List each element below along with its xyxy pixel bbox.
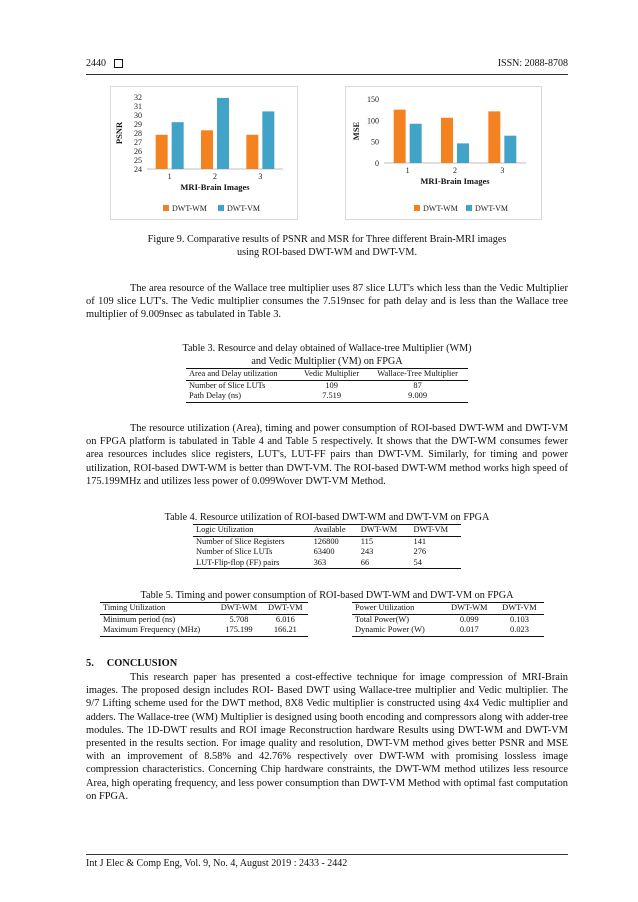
legend-swatch [218,205,224,211]
table5-cell: 0.103 [510,614,529,624]
table4-header: DWT-VM [411,525,461,537]
table3-cell: 109 [325,380,338,390]
bar-dwt-vm [217,98,229,169]
table5-timing-header-row [100,603,308,615]
table-row [100,614,308,625]
table4-cell: 63400 [313,547,335,556]
x-tick-label: 2 [213,172,217,181]
square-box-icon [114,59,123,68]
legend-swatch [414,205,420,211]
table-row [352,625,544,636]
y-axis-label: PSNR [114,121,124,145]
bar-dwt-vm [172,122,184,169]
y-tick-label: 27 [134,138,142,147]
table5-cell: Dynamic Power (W) [352,625,444,636]
table3-header-row [186,369,468,381]
x-tick-label: 3 [500,166,505,175]
x-tick-label: 1 [405,166,410,175]
bar-dwt-wm [394,110,406,163]
header-rule [86,74,568,75]
mse-chart-svg [346,87,541,219]
mse-chart [345,86,542,220]
table3-caption [86,342,568,368]
table3-header: Area and Delay utilization [186,369,296,381]
footer-citation: Int J Elec & Comp Eng, Vol. 9, No. 4, August 2019 : 2433 - 2442 [86,858,348,869]
x-tick-label: 2 [453,166,457,175]
table4-header: DWT-WM [358,525,411,537]
x-tick-label: 3 [258,172,263,181]
table4-caption: Table 4. Resource utilization of ROI-based DWT-WM and DWT-VM on FPGA [164,512,490,523]
table3-header: Wallace-Tree Multiplier [367,369,468,381]
table5-header: DWT-VM [263,603,308,615]
legend-label: DWT-WM [172,204,207,213]
table4-cell: LUT-Flip-flop (FF) pairs [193,558,311,569]
y-tick-label: 31 [134,102,142,111]
table5-cell: 6.016 [275,614,295,624]
table-row [193,547,461,558]
figure-caption-line1: Figure 9. Comparative results of PSNR and MSR for Three different Brain-MRI images [147,234,507,245]
table5-power [352,602,544,637]
table5-power-header-row [352,603,544,615]
legend-swatch [163,205,169,211]
table4-header-row [193,525,461,537]
table3-cell: 7.519 [296,391,367,402]
y-tick-label: 32 [134,93,142,102]
figure-caption [86,233,568,259]
table3-cell: Number of Slice LUTs [189,380,266,390]
y-axis-label: MSE [351,121,361,141]
x-tick-label: 1 [167,172,172,181]
table5-header: Timing Utilization [100,603,215,615]
table3-cell: Path Delay (ns) [186,391,296,402]
bar-dwt-wm [488,111,500,163]
paragraph-resource-utilization: The resource utilization (Area), timing and power consumption of ROI-based DWT-WM and DWT-VM on FPGA platform is tabulated in Table 4 and Table 5 respectively. It shows that the DWT-WM consumes fewer area resources includes slice registers, LUT's, LUT-FF pairs than DWT-VM. Similarly, for timing and power utilization, ROI-based DWT-WM is better than DWT-VM. The ROI-based DWT-WM method works high speed of 175.199MHz and utilizes less power of 0.099Wover DWT-VM Method. [86,423,568,487]
table-row [193,536,461,547]
table4-cell: 243 [360,547,374,556]
issn-label: ISSN: 2088-8708 [497,58,568,69]
bar-dwt-wm [441,118,453,163]
page-number: 2440 [86,58,106,69]
table4-header: Available [311,525,358,537]
table5-cell: Total Power(W) [355,614,410,624]
table5-timing [100,602,308,637]
table-row [193,558,461,569]
bar-dwt-vm [504,136,516,163]
y-tick-label: 0 [375,159,379,168]
footer-rule [86,854,568,855]
table-row [100,625,308,636]
y-tick-label: 50 [371,137,379,147]
table4-cell: 66 [358,558,411,569]
table4-cell: 363 [311,558,358,569]
y-tick-label: 28 [134,129,142,138]
table3-caption-line1: Table 3. Resource and delay obtained of Wallace-tree Multiplier (WM) [182,343,472,354]
table4-header: Logic Utilization [193,525,311,537]
table-row [186,380,468,391]
table-row [186,391,468,402]
table3-caption-line2: and Vedic Multiplier (VM) on FPGA [251,356,403,367]
table4-cell: 276 [413,547,427,556]
bar-dwt-vm [457,143,469,163]
table5-cell: Minimum period (ns) [103,614,176,624]
legend-label: DWT-VM [475,204,509,213]
table5-header: DWT-WM [444,603,495,615]
table5-cell: 0.023 [495,625,544,636]
bar-dwt-vm [262,111,274,169]
table5-cell: 5.708 [229,614,249,624]
table5-caption: Table 5. Timing and power consumption of ROI-based DWT-WM and DWT-VM on FPGA [140,590,514,601]
table4-cell: 54 [411,558,461,569]
y-tick-label: 24 [134,165,142,174]
paragraph-area-resource: The area resource of the Wallace tree multiplier uses 87 slice LUT's which less than the Vedic Multiplier of 109 slice LUT's. The Vedic multiplier consumes the 7.519nsec for path delay and is less than the Wallace tree multiplier of 9.009nsec as tabulated in Table 3. [86,283,568,321]
table5-cell: Maximum Frequency (MHz) [100,625,215,636]
table5-cell: 175.199 [215,625,262,636]
table5-header: DWT-VM [495,603,544,615]
table3-cell: 87 [413,380,422,390]
table5-cell: 0.099 [459,614,479,624]
legend-label: DWT-WM [423,204,458,213]
table-row [352,614,544,625]
table3-header: Vedic Multiplier [296,369,367,381]
figure-caption-line2: using ROI-based DWT-WM and DWT-VM. [236,247,418,258]
table4-cell: 126800 [313,536,339,546]
bar-dwt-wm [246,135,258,169]
table4-cell: Number of Slice Registers [196,536,285,546]
table4-cell: 141 [413,536,427,546]
y-tick-label: 29 [134,120,142,129]
y-tick-label: 25 [134,156,142,165]
bar-dwt-vm [410,124,422,163]
table4 [193,524,461,569]
legend-label: DWT-VM [227,204,261,213]
table4-cell: 115 [360,536,374,546]
x-axis-label: MRI-Brain Images [420,176,490,186]
y-tick-label: 150 [367,95,379,104]
y-tick-label: 100 [367,116,379,126]
bar-dwt-wm [156,135,168,169]
psnr-chart-svg [111,87,297,219]
section-heading-conclusion: 5. CONCLUSION [86,658,178,669]
y-tick-label: 30 [134,111,142,120]
table5-header: DWT-WM [215,603,262,615]
legend-swatch [466,205,472,211]
psnr-chart [110,86,298,220]
y-tick-label: 26 [134,147,142,156]
table5-cell: 166.21 [263,625,308,636]
table5-header: Power Utilization [352,603,444,615]
table4-cell: Number of Slice LUTs [196,547,273,556]
page-header-left [86,58,123,69]
table5-cell: 0.017 [444,625,495,636]
x-axis-label: MRI-Brain Images [180,182,250,192]
table3-cell: 9.009 [367,391,468,402]
table3 [186,368,468,403]
bar-dwt-wm [201,130,213,169]
conclusion-paragraph: This research paper has presented a cost-effective technique for image compression of MRI-Brain images. The proposed design includes ROI- Based DWT using Wallace-tree multiplier and Vedic multiplier. The 9/7 Lifting scheme used for the DWT method, 8X8 Vedic multiplier is constructed using 4x4 Vedic multiplier and adders. The Wallace-tree (WM) Multiplier is designed using booth encoding and compressors along with adder-tree modules. The 1D-DWT results and ROI image Reconstruction hardware Results using DWT-WM and DWT-VM presented in the results section. For image quality and resolution, DWT-VM method gives better PSNR and MSE with an improvement of 8.58% and 42.76% respectively over DWT-WM with promising lossless image compression characteristics. Concerning Chip hardware constraints, the DWT-WM method utilizes less resource Area, high operating frequency, and less power consumption than DWT-VM Method with optimal fast computation on FPGA. [86,672,568,802]
